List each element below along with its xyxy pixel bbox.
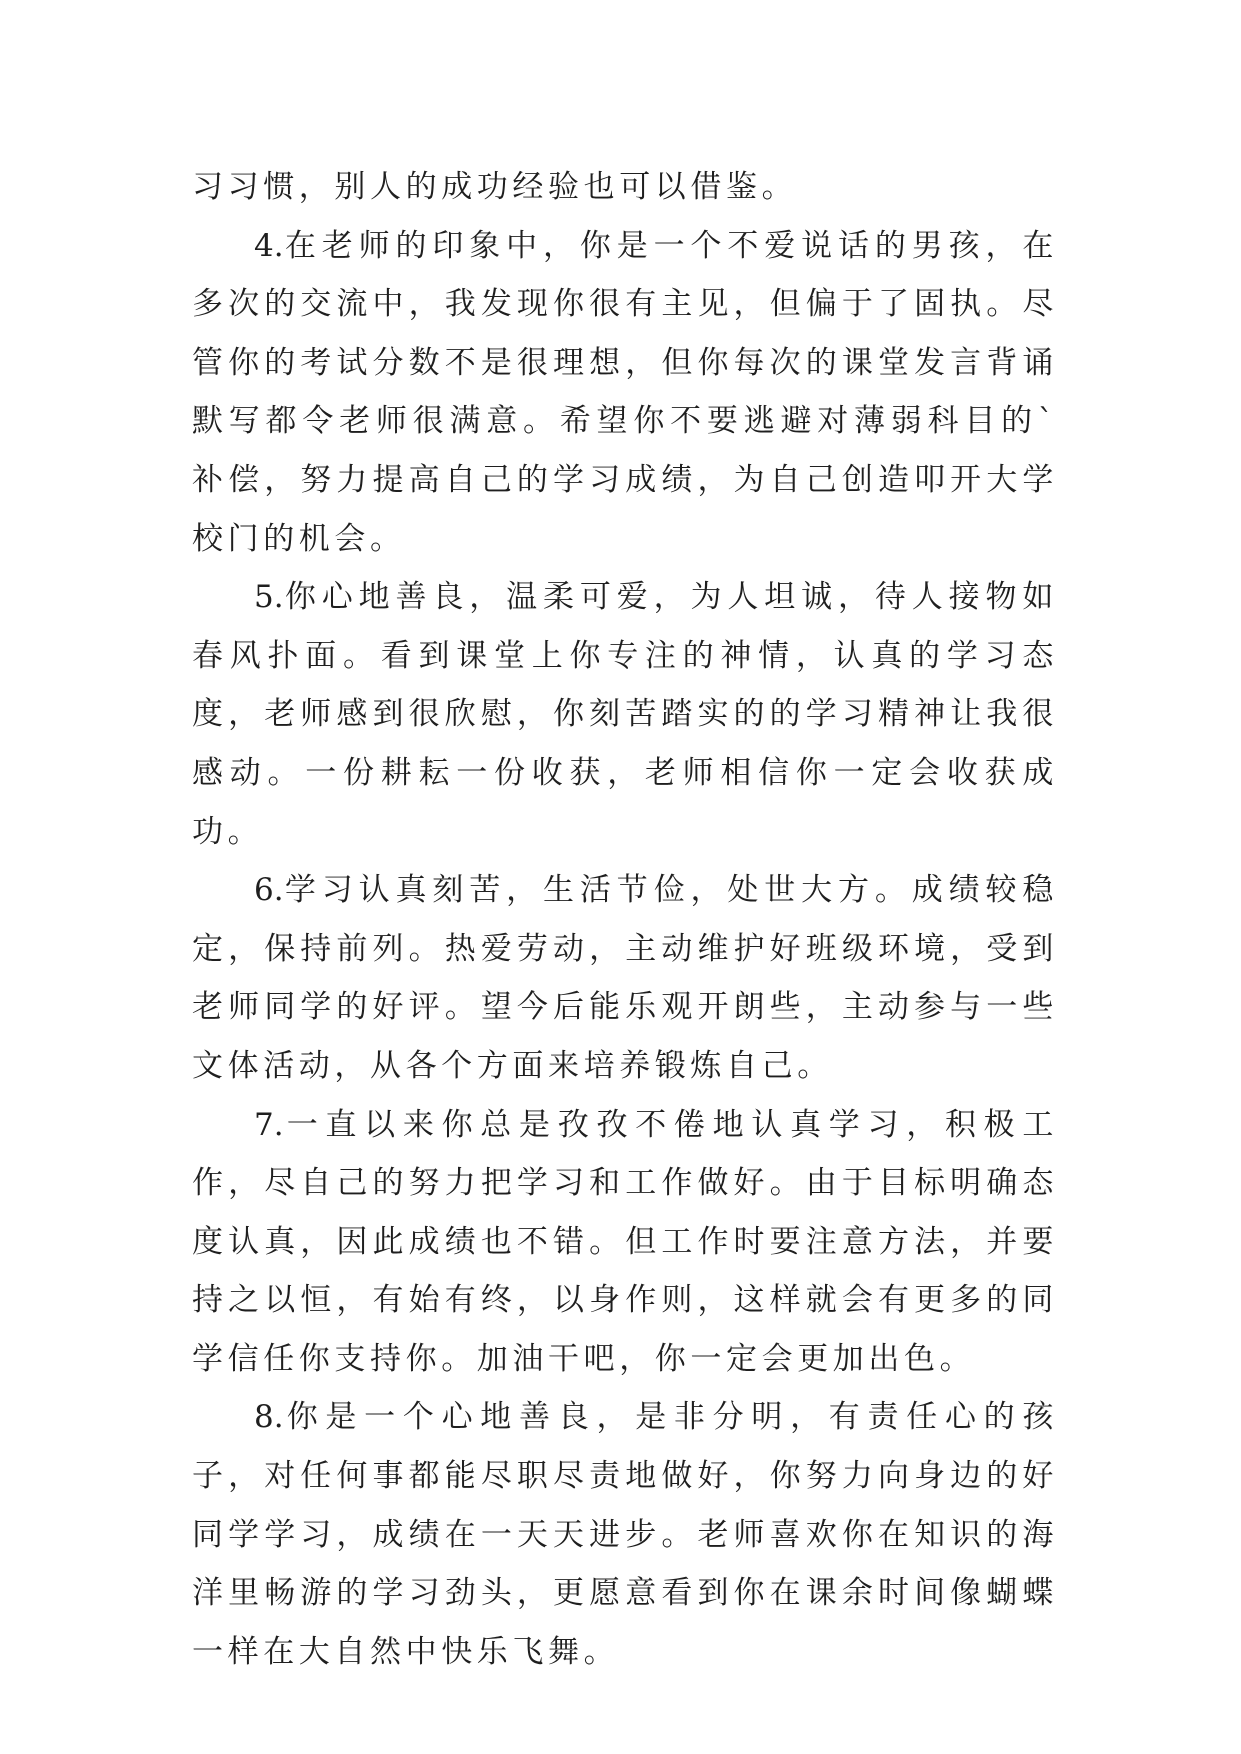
paragraph-text: 在老师的印象中，你是一个不爱说话的男孩，在多次的交流中，我发现你很有主见，但偏于了固执。尽管你的考试分数不是很理想，但你每次的课堂发言背诵默写都令老师很满意。希望你不要逃避对薄弱科目的`补偿，努力提高自己的学习成绩，为自己创造叩开大学校门的机会。 <box>192 227 1058 557</box>
paragraph-item-7 <box>192 1096 1058 1389</box>
paragraph-item-4 <box>192 217 1058 569</box>
paragraph-number: 8. <box>254 1399 284 1436</box>
document-body <box>192 158 1058 1681</box>
paragraph-item-5 <box>192 568 1058 861</box>
paragraph-continuation <box>192 158 1058 217</box>
paragraph-number: 4. <box>254 227 284 264</box>
paragraph-item-8 <box>192 1388 1058 1681</box>
paragraph-item-6 <box>192 861 1058 1095</box>
paragraph-number: 7. <box>254 1106 284 1143</box>
paragraph-number: 5. <box>254 579 284 616</box>
paragraph-number: 6. <box>254 872 284 909</box>
paragraph-text: 习习惯，别人的成功经验也可以借鉴。 <box>192 169 798 205</box>
paragraph-text: 学习认真刻苦，生活节俭，处世大方。成绩较稳定，保持前列。热爱劳动，主动维护好班级环境，受到老师同学的好评。望今后能乐观开朗些，主动参与一些文体活动，从各个方面来培养锻炼自己。 <box>192 872 1058 1084</box>
paragraph-text: 你是一个心地善良，是非分明，有责任心的孩子，对任何事都能尽职尽责地做好，你努力向身边的好同学学习，成绩在一天天进步。老师喜欢你在知识的海洋里畅游的学习劲头，更愿意看到你在课余时间像蝴蝶一样在大自然中快乐飞舞。 <box>192 1399 1058 1670</box>
paragraph-text: 你心地善良，温柔可爱，为人坦诚，待人接物如春风扑面。看到课堂上你专注的神情，认真的学习态度，老师感到很欣慰，你刻苦踏实的的学习精神让我很感动。一份耕耘一份收获，老师相信你一定会收获成功。 <box>192 579 1058 850</box>
paragraph-text: 一直以来你总是孜孜不倦地认真学习，积极工作，尽自己的努力把学习和工作做好。由于目标明确态度认真，因此成绩也不错。但工作时要注意方法，并要持之以恒，有始有终，以身作则，这样就会有更多的同学信任你支持你。加油干吧，你一定会更加出色。 <box>192 1106 1058 1377</box>
